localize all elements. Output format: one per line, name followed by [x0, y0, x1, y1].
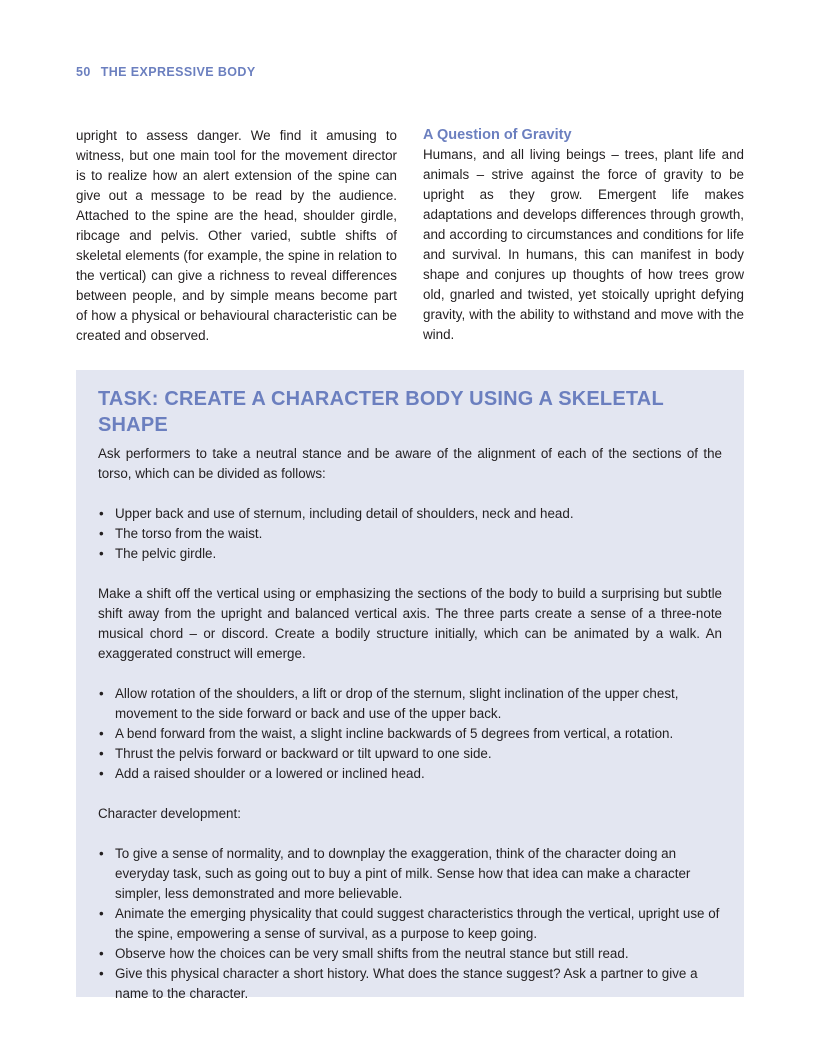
construct-steps-list [98, 684, 722, 784]
section-title: THE EXPRESSIVE BODY [100, 65, 256, 79]
list-item: • The torso from the waist. [98, 524, 722, 544]
right-column [423, 126, 744, 345]
torso-sections-list [98, 504, 722, 564]
development-label: Character development: [98, 806, 241, 821]
list-item: • Allow rotation of the shoulders, a lift or drop of the sternum, slight inclination of the upper chest, movement to the side forward or back and use of the upper back. [98, 684, 722, 724]
development-steps-list [98, 844, 722, 1004]
page-number: 50 [76, 65, 91, 79]
list-item: • To give a sense of normality, and to downplay the exaggeration, think of the character doing an everyday task, such as going out to buy a pint of milk. Sense how that idea can make a character simpler, less demonstrated and more believable. [98, 844, 722, 904]
left-column [76, 126, 397, 346]
list-item: • Observe how the choices can be very small shifts from the neutral stance but still read. [98, 944, 722, 964]
list-item: • Animate the emerging physicality that could suggest characteristics through the vertical, upright use of the spine, empowering a sense of survival, as a purpose to keep going. [98, 904, 722, 944]
list-item: • Thrust the pelvis forward or backward or tilt upward to one side. [98, 744, 722, 764]
list-item: • Give this physical character a short history. What does the stance suggest? Ask a partner to give a name to the character. [98, 964, 722, 1004]
list-item: • The pelvic girdle. [98, 544, 722, 564]
gravity-text: Humans, and all living beings – trees, plant life and animals – strive against the force of gravity to be upright as they grow. Emergent life makes adaptations and develops differences through growth, and according to circumstances and conditions for life and survival. In humans, this can manifest in body shape and conjures up thoughts of how trees grow old, gnarled and twisted, yet stoically upright defying gravity, with the ability to withstand and move with the wind. [423, 147, 744, 342]
list-item: • Upper back and use of sternum, including detail of shoulders, neck and head. [98, 504, 722, 524]
task-title: TASK: CREATE A CHARACTER BODY USING A SKELETAL SHAPE [98, 388, 664, 436]
task-intro: Ask performers to take a neutral stance and be aware of the alignment of each of the sections of the torso, which can be divided as follows: [98, 446, 722, 481]
running-head [76, 65, 256, 79]
list-item: • A bend forward from the waist, a slight incline backwards of 5 degrees from vertical, a rotation. [98, 724, 722, 744]
list-item: • Add a raised shoulder or a lowered or inclined head. [98, 764, 722, 784]
shift-paragraph: Make a shift off the vertical using or emphasizing the sections of the body to build a surprising but subtle shift away from the upright and balanced vertical axis. The three parts create a sense of a three-note musical chord – or discord. Create a bodily structure initially, which can be animated by a walk. An exaggerated construct will emerge. [98, 586, 722, 661]
task-box [76, 370, 744, 1001]
left-column-text: upright to assess danger. We find it amusing to witness, but one main tool for the movement director is to realize how an alert extension of the spine can give out a message to be read by the audience. Attached to the spine are the head, shoulder girdle, ribcage and pelvis. Other varied, subtle shifts of skeletal elements (for example, the spine in relation to the vertical) can give a richness to reveal differences between people, and by simple means become part of how a physical or behavioural characteristic can be created and observed. [76, 128, 397, 343]
gravity-heading: A Question of Gravity [423, 127, 572, 143]
